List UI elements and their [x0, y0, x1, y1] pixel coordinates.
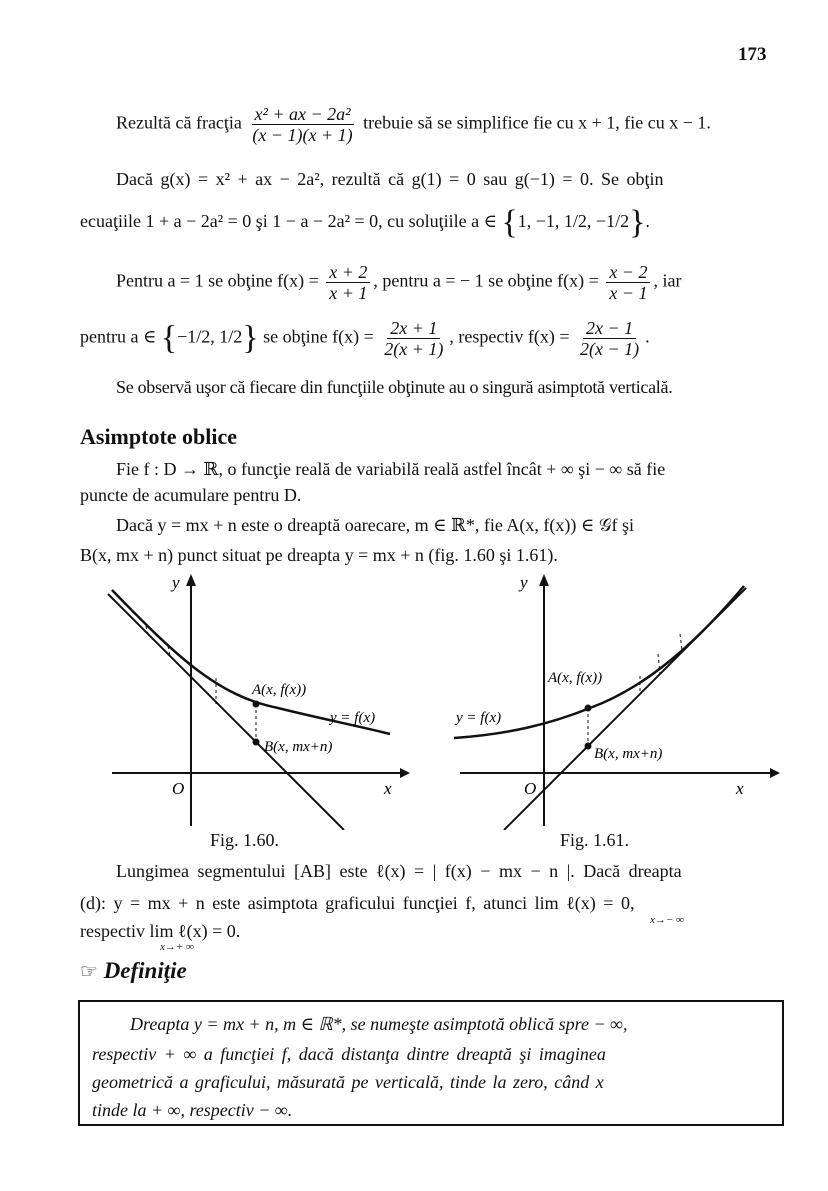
text: ecuaţiile 1 + a − 2a² = 0 şi 1 − a − 2a² = 0, cu soluţiile a ∈ — [80, 211, 497, 231]
paragraph-length-line3: respectiv lim ℓ(x) = 0. — [80, 921, 241, 941]
paragraph-length-line2: (d): y = mx + n este asimptota graficului funcţiei f, atunci lim ℓ(x) = 0, — [80, 893, 635, 913]
numerator: x − 2 — [606, 262, 650, 283]
point-b — [585, 743, 592, 750]
x-arrow — [770, 768, 780, 778]
text: , respectiv f(x) = — [449, 326, 570, 347]
figure-1-61 — [450, 568, 784, 830]
denominator: x − 1 — [609, 283, 648, 303]
definition-line3: geometrică a graficului, măsurată pe verticală, tinde la zero, când x — [92, 1072, 604, 1092]
definition-title: Definiţie — [103, 958, 187, 983]
denominator: 2(x − 1) — [579, 339, 640, 359]
denominator: (x − 1)(x + 1) — [252, 125, 353, 145]
fraction — [249, 104, 355, 145]
paragraph-line-line1: Dacă y = mx + n este o dreaptă oarecare, m ∈ ℝ*, fie A(x, f(x)) ∈ 𝒢f şi — [116, 515, 635, 535]
paragraph-fraction — [116, 104, 711, 145]
y-arrow — [186, 574, 196, 586]
paragraph-def-line2: puncte de acumulare pentru D. — [80, 485, 302, 505]
origin-label: O — [172, 779, 185, 798]
text: Pentru a = 1 se obţine f(x) = — [116, 270, 319, 291]
paragraph-observation: Se observă uşor că fiecare din funcţiile obţinute au o singură asimptotă verticală. — [116, 377, 673, 397]
origin-label: O — [524, 779, 537, 798]
definition-line1: Dreapta y = mx + n, m ∈ ℝ*, se numeşte asimptotă oblică spre − ∞, — [130, 1014, 628, 1034]
y-arrow — [539, 574, 549, 586]
denominator: 2(x + 1) — [384, 339, 444, 359]
paragraph-line-line2: B(x, mx + n) punct situat pe dreapta y = mx + n (fig. 1.60 şi 1.61). — [80, 545, 558, 565]
definition-line4: tinde la + ∞, respectiv − ∞. — [92, 1100, 293, 1120]
text: , pentru a = − 1 se obţine f(x) = — [373, 270, 599, 291]
text: se obţine f(x) = — [263, 326, 374, 347]
section-heading: Asimptote oblice — [80, 424, 238, 449]
y-label: y — [172, 573, 180, 592]
fraction — [381, 318, 446, 359]
right-brace: } — [629, 203, 646, 241]
curve-label: y = f(x) — [330, 710, 376, 726]
dash-segment — [680, 634, 682, 650]
page-number: 173 — [738, 44, 767, 65]
curve-label: y = f(x) — [456, 710, 502, 726]
pointing-hand-icon: ☞ — [80, 961, 98, 983]
definition-line2: respectiv + ∞ a funcţiei f, dacă distanţa dintre dreaptă şi imaginea — [92, 1044, 606, 1064]
point-b-label: B(x, mx+n) — [264, 739, 333, 755]
figure-1-60-caption: Fig. 1.60. — [210, 830, 280, 850]
y-label: y — [520, 573, 528, 592]
point-b — [253, 739, 260, 746]
numerator: x + 2 — [326, 262, 370, 283]
numerator: 2x + 1 — [387, 318, 440, 339]
limit-subscript-minus: x→− ∞ — [650, 914, 684, 926]
right-brace: } — [242, 319, 259, 357]
left-brace: { — [501, 203, 518, 241]
solution-set: 1, −1, 1/2, −1/2 — [517, 211, 630, 231]
fraction — [577, 318, 642, 359]
point-a-label: A(x, f(x)) — [548, 670, 603, 686]
figure-1-61-caption: Fig. 1.61. — [560, 830, 630, 850]
fraction — [606, 262, 650, 303]
numerator: 2x − 1 — [583, 318, 636, 339]
figure-1-60 — [98, 568, 418, 830]
fraction — [326, 262, 370, 303]
x-label: x — [384, 779, 392, 798]
paragraph-cases-line2: pentru a ∈ {−1/2, 1/2} se obţine f(x) = $\frac{2x + 1}{2(x + 1)}$ , respectiv f(x) = $\frac{2x - 1}{2(x - 1)}$ . — [80, 318, 650, 359]
point-a-label: A(x, f(x)) — [252, 682, 307, 698]
asymptote-line — [108, 594, 344, 830]
definition-box — [78, 1000, 784, 1126]
x-label: x — [736, 779, 744, 798]
point-a — [585, 705, 592, 712]
paragraph-cases-line1 — [116, 262, 681, 303]
x-arrow — [400, 768, 410, 778]
left-brace: { — [160, 319, 178, 357]
paragraph-g-line2: ecuaţiile 1 + a − 2a² = 0 şi 1 − a − 2a² = 0, cu soluţiile a ∈ {1, −1, 1/2, −1/2}. — [80, 203, 650, 241]
paragraph-length-line1: Lungimea segmentului [AB] este ℓ(x) = | f(x) − mx − n |. Dacă dreapta — [116, 861, 682, 881]
text: , iar — [653, 270, 682, 291]
denominator: x + 1 — [329, 283, 368, 303]
text: Rezultă că fracţia — [116, 112, 242, 133]
numerator: x² + ax − 2a² — [252, 104, 354, 125]
half-set: −1/2, 1/2 — [177, 326, 243, 347]
limit-subscript-plus: x→+ ∞ — [160, 941, 194, 953]
point-b-label: B(x, mx+n) — [594, 746, 663, 762]
text: pentru a ∈ — [80, 326, 157, 347]
definition-heading — [80, 958, 187, 984]
paragraph-def-line1: Fie f : D → ℝ, o funcţie reală de variabilă reală astfel încât + ∞ şi − ∞ să fie — [116, 459, 666, 479]
paragraph-g-line1: Dacă g(x) = x² + ax − 2a², rezultă că g(1) = 0 sau g(−1) = 0. Se obţin — [116, 169, 664, 189]
point-a — [253, 701, 260, 708]
text: trebuie să se simplifice fie cu x + 1, fie cu x − 1. — [363, 112, 711, 133]
